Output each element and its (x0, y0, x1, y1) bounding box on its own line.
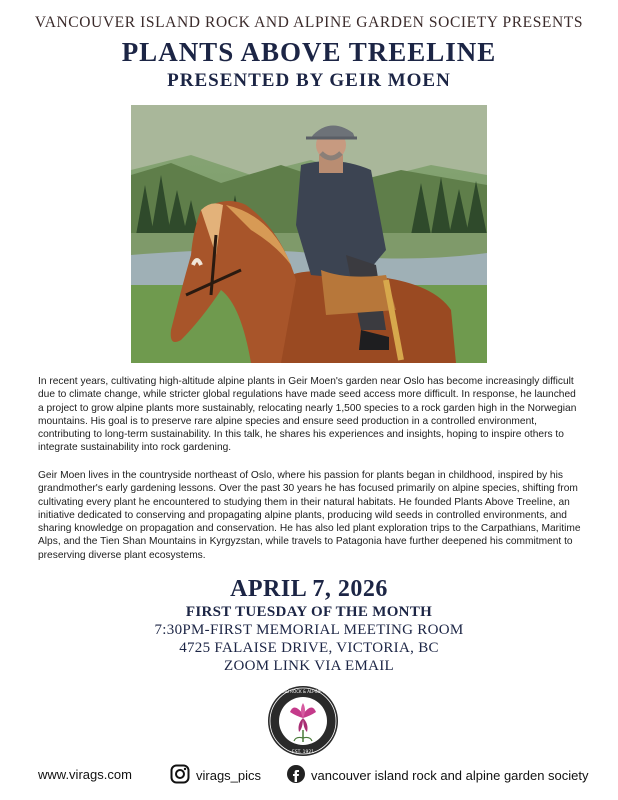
society-seal-icon (247, 684, 359, 758)
facebook-icon (286, 764, 306, 787)
facebook-page-name: vancouver island rock and alpine garden society (311, 768, 589, 783)
facebook-link[interactable] (286, 764, 589, 787)
website-link[interactable]: www.virags.com (38, 767, 132, 782)
photo-horse-rider (131, 105, 487, 363)
event-schedule: FIRST TUESDAY OF THE MONTH (185, 604, 433, 620)
society-presents: VANCOUVER ISLAND ROCK AND ALPINE GARDEN SOCIETY PRESENTS (34, 14, 584, 31)
seal-est-text: EST. 1921 (291, 750, 315, 755)
instagram-link[interactable] (170, 764, 261, 787)
presenter-line: PRESENTED BY GEIR MOEN (167, 70, 451, 91)
bio-paragraph-2: Geir Moen lives in the countryside northeast of Oslo, where his passion for plants began in childhood, inspired by his grandmother's early gardening lessons. Over the past 30 years he has focused primarily on alpine species, shifting from cultivating every plant he encountered to studying them in their natural habitats. He founded Plants Above Treeline, an initiative dedicated to conserving and propagating alpine plants, producing wild seeds in controlled environments, and sharing knowledge on propagation and conservation. He has also led plant exploration trips to the Carpathians, Maritime Alps, and the Tien Shan Mountains in Kyrgyzstan, while travels to Patagonia have further deepened his commitment to preserving diverse plant ecosystems. (38, 470, 581, 561)
footer (0, 764, 618, 786)
instagram-handle: virags_pics (196, 768, 262, 783)
event-title: PLANTS ABOVE TREELINE (121, 37, 497, 67)
seal-ring-text: VANCOUVER ISLAND ROCK & ALPINE GARDEN SOCIETY (247, 689, 359, 694)
event-date: APRIL 7, 2026 (230, 576, 388, 602)
description-paragraph-1: In recent years, cultivating high-altitude alpine plants in Geir Moen's garden near Oslo has become increasingly difficult due to climate change, while stricter global regulations have made seed access more difficult. In response, he launched a project to grow alpine plants more sustainably, relocating nearly 1,500 species to a rock garden high in the Norwegian mountains. His goal is to preserve rare alpine species and ensure seed production in a controlled environment, contributing to long-term sustainability. In this talk, he shares his experiences and insights, hoping to inspire others to integrate sustainability into rock gardening. (38, 376, 577, 454)
event-address: 4725 FALAISE DRIVE, VICTORIA, BC (179, 640, 439, 656)
event-time-room: 7:30PM-FIRST MEMORIAL MEETING ROOM (154, 622, 464, 638)
event-zoom: ZOOM LINK VIA EMAIL (224, 658, 394, 674)
instagram-icon (170, 764, 190, 787)
